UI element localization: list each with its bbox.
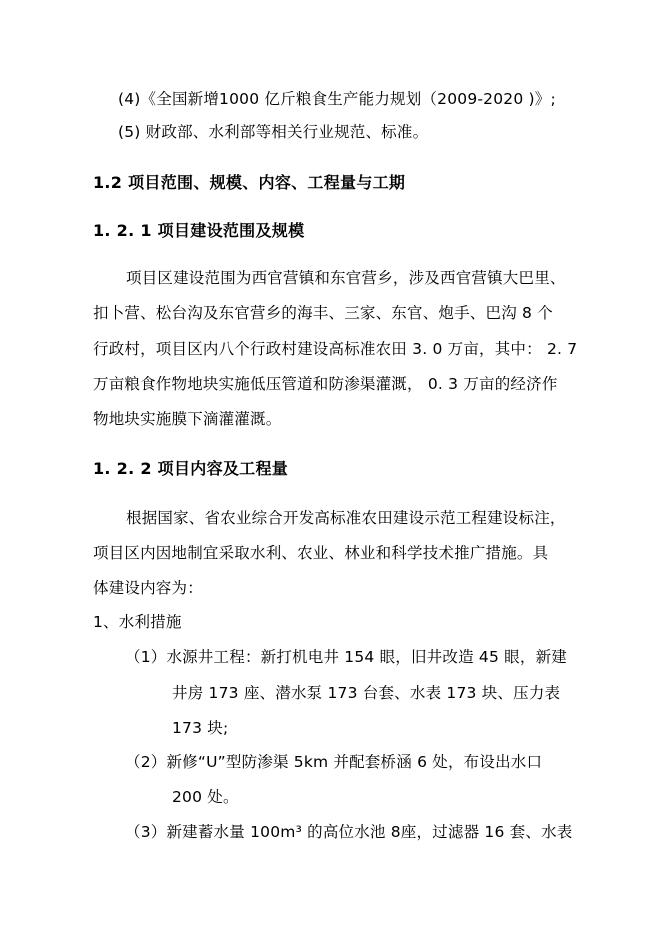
paragraph-line: 项目区建设范围为西官营镇和东官营乡，涉及西官营镇大巴里、	[126, 269, 566, 287]
list-item-line: （3）新建蓄水量 100m³ 的高位水池 8座，过滤器 16 套、水表	[125, 823, 573, 841]
list-title: 1、水利措施	[93, 613, 182, 631]
paragraph-line: 行政村，项目区内八个行政村建设高标准农田 3. 0 万亩，其中： 2. 7	[93, 340, 578, 358]
list-item-line: 200 处。	[172, 788, 239, 806]
list-item-line: 173 块;	[172, 719, 229, 737]
paragraph-line: 根据国家、省农业综合开发高标准农田建设示范工程建设标注，	[126, 509, 566, 527]
paragraph-line: 物地块实施膜下滴灌灌溉。	[93, 410, 282, 428]
list-item-line: （2）新修“U”型防渗渠 5km 并配套桥涵 6 处，布设出水口	[125, 753, 543, 771]
paragraph-line: 项目区内因地制宜采取水利、农业、林业和科学技术推广措施。具	[93, 544, 549, 562]
section-1-2-1-heading: 1. 2. 1 项目建设范围及规模	[93, 221, 305, 240]
reference-item-4: (4)《全国新增1000 亿斤粮食生产能力规划（2009-2020 )》;	[118, 90, 556, 108]
list-item-line: 井房 173 座、潜水泵 173 台套、水表 173 块、压力表	[172, 684, 561, 702]
paragraph-line: 万亩粮食作物地块实施低压管道和防渗渠灌溉， 0. 3 万亩的经济作	[93, 375, 558, 393]
paragraph-line: 扣卜营、松台沟及东官营乡的海丰、三家、东官、炮手、巴沟 8 个	[93, 304, 553, 322]
list-item-line: （1）水源井工程：新打机电井 154 眼，旧井改造 45 眼，新建	[125, 648, 567, 666]
reference-item-5: (5) 财政部、水利部等相关行业规范、标准。	[118, 123, 429, 141]
section-1-2-2-heading: 1. 2. 2 项目内容及工程量	[93, 459, 289, 478]
section-1-2-heading: 1.2 项目范围、规模、内容、工程量与工期	[93, 173, 406, 192]
paragraph-line: 体建设内容为：	[93, 579, 203, 597]
